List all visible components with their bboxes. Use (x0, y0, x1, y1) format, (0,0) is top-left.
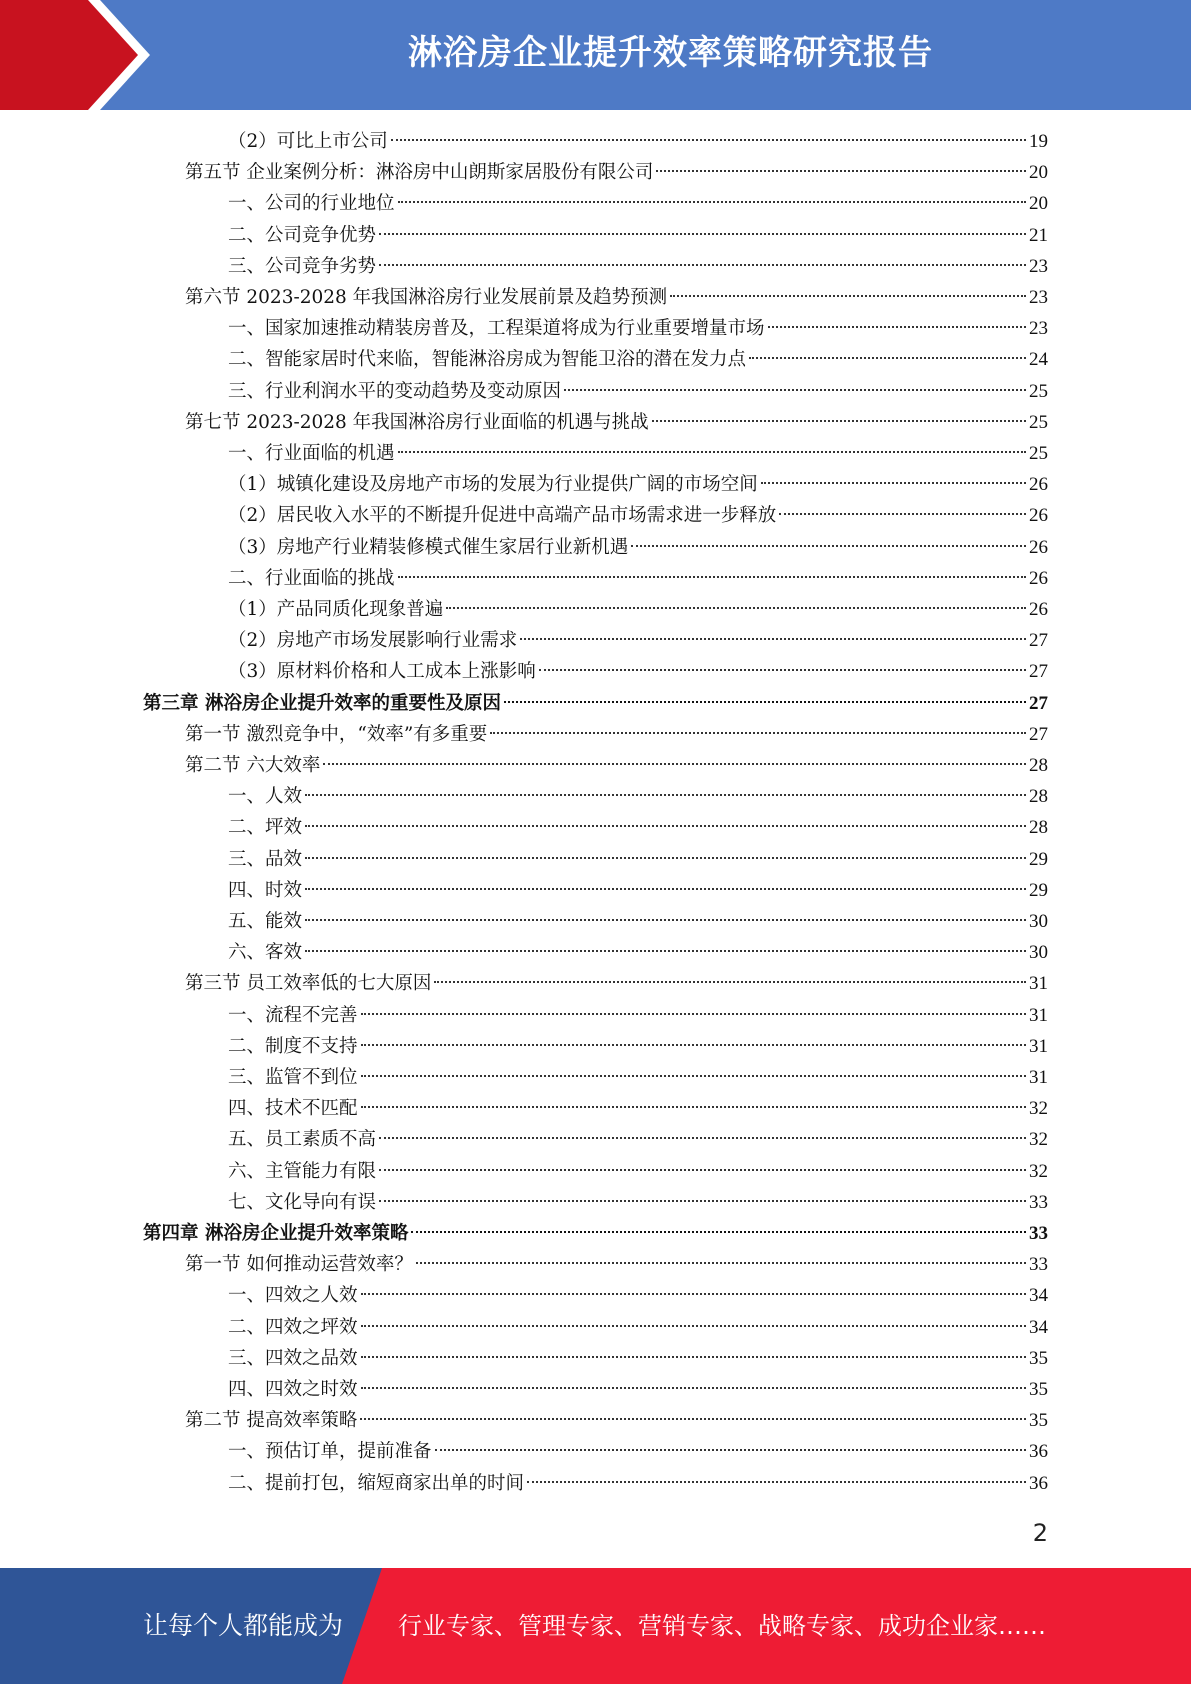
toc-entry-title: 第二节 六大效率 (185, 755, 321, 776)
toc-entry-title: 四、技术不匹配 (228, 1098, 358, 1120)
toc-leader-dots (631, 545, 1026, 547)
toc-entry-page: 27 (1029, 630, 1048, 652)
toc-subsection-entry[interactable] (228, 594, 1048, 625)
toc-entry-page: 26 (1029, 599, 1048, 620)
toc-leader-dots (656, 170, 1026, 172)
toc-subsection-entry[interactable] (228, 126, 1048, 157)
toc-subsection-entry[interactable] (228, 1374, 1048, 1405)
toc-entry-title: 四、四效之时效 (228, 1379, 358, 1400)
toc-entry-page: 20 (1029, 162, 1048, 184)
toc-entry-title: 五、能效 (228, 911, 303, 932)
toc-entry-page: 26 (1029, 505, 1048, 527)
toc-entry-title: （3）原材料价格和人工成本上涨影响 (228, 661, 536, 683)
toc-entry-page: 36 (1029, 1472, 1048, 1494)
toc-subsection-entry[interactable] (228, 344, 1048, 375)
toc-leader-dots (379, 233, 1026, 235)
toc-subsection-entry[interactable] (228, 1436, 1048, 1467)
page-footer (0, 1568, 1191, 1684)
toc-leader-dots (305, 794, 1026, 796)
toc-entry-title: 七、文化导向有误 (228, 1191, 377, 1213)
toc-entry-page: 32 (1029, 1160, 1048, 1182)
toc-entry-page: 25 (1029, 380, 1048, 402)
toc-leader-dots (305, 919, 1026, 921)
toc-leader-dots (391, 139, 1026, 141)
toc-leader-dots (527, 1481, 1026, 1483)
toc-subsection-entry[interactable] (228, 188, 1048, 219)
toc-subsection-entry[interactable] (228, 906, 1048, 937)
toc-entry-title: 四、时效 (228, 879, 303, 901)
toc-leader-dots (379, 1200, 1026, 1202)
toc-leader-dots (379, 264, 1026, 266)
toc-entry-page: 25 (1029, 411, 1048, 433)
toc-subsection-entry[interactable] (228, 875, 1048, 906)
report-title: 淋浴房企业提升效率策略研究报告 (408, 33, 933, 73)
toc-leader-dots (761, 482, 1026, 484)
toc-subsection-entry[interactable] (228, 781, 1048, 812)
toc-subsection-entry[interactable] (228, 376, 1048, 407)
toc-entry-title: （2）居民收入水平的不断提升促进中高端产品市场需求进一步释放 (228, 505, 777, 527)
toc-leader-dots (305, 825, 1026, 827)
toc-entry-title: （3）房地产行业精装修模式催生家居行业新机遇 (228, 536, 629, 558)
toc-entry-page: 23 (1029, 287, 1048, 308)
toc-leader-dots (305, 950, 1026, 952)
toc-entry-title: 三、四效之品效 (228, 1347, 358, 1369)
toc-leader-dots (361, 1293, 1026, 1295)
toc-entry-title: 二、提前打包，缩短商家出单的时间 (228, 1472, 525, 1494)
toc-entry-title: 二、四效之坪效 (228, 1316, 358, 1338)
toc-entry-page: 30 (1029, 942, 1048, 964)
toc-entry-page: 32 (1029, 1098, 1048, 1120)
toc-entry-page: 27 (1029, 692, 1048, 714)
toc-subsection-entry[interactable] (228, 1312, 1048, 1343)
toc-subsection-entry[interactable] (228, 251, 1048, 282)
toc-subsection-entry[interactable] (228, 563, 1048, 594)
toc-entry-page: 26 (1029, 536, 1048, 558)
toc-leader-dots (361, 1356, 1026, 1358)
toc-section-entry[interactable] (185, 750, 1048, 781)
toc-leader-dots (779, 513, 1026, 515)
toc-leader-dots (305, 888, 1026, 890)
toc-section-entry[interactable] (185, 157, 1048, 188)
toc-entry-title: 第三章 淋浴房企业提升效率的重要性及原因 (143, 692, 501, 714)
toc-subsection-entry[interactable] (228, 500, 1048, 531)
toc-subsection-entry[interactable] (228, 1156, 1048, 1187)
toc-entry-page: 26 (1029, 567, 1048, 589)
toc-entry-title: 一、国家加速推动精装房普及，工程渠道将成为行业重要增量市场 (228, 318, 765, 340)
toc-subsection-entry[interactable] (228, 438, 1048, 469)
toc-entry-title: 一、行业面临的机遇 (228, 443, 395, 464)
toc-entry-title: 第六节 2023-2028 年我国淋浴房行业发展前景及趋势预测 (185, 287, 668, 308)
toc-entry-page: 19 (1029, 131, 1048, 152)
toc-leader-dots (361, 1044, 1026, 1046)
toc-chapter-entry[interactable] (143, 688, 1048, 719)
toc-entry-page: 28 (1029, 786, 1048, 808)
toc-subsection-entry[interactable] (228, 220, 1048, 251)
toc-entry-title: 二、行业面临的挑战 (228, 567, 395, 589)
toc-entry-page: 23 (1029, 255, 1048, 277)
toc-entry-page: 23 (1029, 318, 1048, 340)
toc-leader-dots (398, 201, 1026, 203)
toc-entry-page: 25 (1029, 443, 1048, 464)
toc-leader-dots (379, 1169, 1026, 1171)
chevron-arrow-icon (0, 0, 160, 110)
toc-leader-dots (379, 1137, 1026, 1139)
toc-entry-page: 26 (1029, 474, 1048, 496)
toc-leader-dots (361, 1106, 1026, 1108)
toc-entry-page: 35 (1029, 1347, 1048, 1369)
toc-leader-dots (360, 1418, 1026, 1420)
toc-entry-title: 六、客效 (228, 942, 303, 964)
toc-entry-title: 五、员工素质不高 (228, 1129, 377, 1151)
toc-leader-dots (520, 638, 1026, 640)
page-number: 2 (1032, 1519, 1048, 1547)
toc-leader-dots (768, 326, 1026, 328)
toc-entry-title: 二、公司竞争优势 (228, 224, 377, 246)
toc-entry-title: 第五节 企业案例分析：淋浴房中山朗斯家居股份有限公司 (185, 162, 654, 184)
toc-leader-dots (446, 607, 1026, 609)
toc-entry-title: 第一节 如何推动运营效率？ (185, 1254, 413, 1276)
toc-subsection-entry[interactable] (228, 1124, 1048, 1155)
toc-subsection-entry[interactable] (228, 1000, 1048, 1031)
toc-entry-page: 28 (1029, 817, 1048, 839)
toc-entry-page: 31 (1029, 1067, 1048, 1088)
toc-leader-dots (504, 701, 1026, 703)
toc-entry-title: 三、品效 (228, 848, 303, 870)
toc-entry-title: 一、人效 (228, 786, 303, 808)
toc-subsection-entry[interactable] (228, 1280, 1048, 1311)
toc-subsection-entry[interactable] (228, 1343, 1048, 1374)
toc-entry-page: 28 (1029, 755, 1048, 776)
toc-subsection-entry[interactable] (228, 1187, 1048, 1218)
toc-entry-title: 第四章 淋浴房企业提升效率策略 (143, 1223, 409, 1244)
toc-entry-title: 第二节 提高效率策略 (185, 1410, 358, 1432)
toc-entry-page: 33 (1029, 1254, 1048, 1276)
toc-section-entry[interactable] (185, 1249, 1048, 1280)
toc-entry-title: （1）产品同质化现象普遍 (228, 599, 444, 620)
toc-entry-title: 二、坪效 (228, 817, 303, 839)
toc-entry-page: 34 (1029, 1316, 1048, 1338)
toc-leader-dots (539, 669, 1026, 671)
toc-section-entry[interactable] (185, 719, 1048, 750)
toc-section-entry[interactable] (185, 968, 1048, 999)
toc-leader-dots (361, 1013, 1026, 1015)
toc-leader-dots (670, 295, 1026, 297)
toc-entry-page: 31 (1029, 1035, 1048, 1057)
toc-entry-page: 24 (1029, 349, 1048, 371)
toc-entry-page: 27 (1029, 661, 1048, 683)
toc-entry-page: 31 (1029, 973, 1048, 995)
toc-leader-dots (361, 1325, 1026, 1327)
footer-slogan-right: 行业专家、管理专家、营销专家、战略专家、成功企业家…… (398, 1612, 1046, 1640)
toc-subsection-entry[interactable] (228, 532, 1048, 563)
toc-leader-dots (361, 1075, 1026, 1077)
toc-entry-title: （2）可比上市公司 (228, 131, 388, 152)
toc-leader-dots (398, 576, 1026, 578)
toc-leader-dots (323, 763, 1026, 765)
toc-entry-title: 三、行业利润水平的变动趋势及变动原因 (228, 380, 562, 402)
toc-entry-page: 35 (1029, 1410, 1048, 1432)
toc-entry-page: 36 (1029, 1441, 1048, 1463)
toc-entry-page: 30 (1029, 911, 1048, 932)
toc-leader-dots (652, 420, 1026, 422)
page-header (0, 0, 1191, 110)
toc-subsection-entry[interactable] (228, 1062, 1048, 1093)
toc-entry-title: 一、预估订单，提前准备 (228, 1441, 432, 1463)
toc-leader-dots (490, 732, 1026, 734)
toc-entry-page: 34 (1029, 1285, 1048, 1307)
toc-entry-page: 21 (1029, 224, 1048, 246)
toc-subsection-entry[interactable] (228, 1468, 1048, 1499)
toc-entry-title: 六、主管能力有限 (228, 1160, 377, 1182)
toc-entry-page: 35 (1029, 1379, 1048, 1400)
toc-subsection-entry[interactable] (228, 656, 1048, 687)
toc-leader-dots (434, 981, 1026, 983)
toc-entry-page: 32 (1029, 1129, 1048, 1151)
toc-subsection-entry[interactable] (228, 844, 1048, 875)
toc-entry-page: 20 (1029, 193, 1048, 215)
toc-entry-title: 第三节 员工效率低的七大原因 (185, 973, 432, 995)
toc-chapter-entry[interactable] (143, 1218, 1048, 1249)
toc-leader-dots (398, 451, 1026, 453)
toc-entry-title: 三、监管不到位 (228, 1067, 358, 1088)
toc-entry-title: （1）城镇化建设及房地产市场的发展为行业提供广阔的市场空间 (228, 474, 758, 496)
toc-entry-title: 一、公司的行业地位 (228, 193, 395, 215)
toc-entry-page: 33 (1029, 1191, 1048, 1213)
toc-leader-dots (411, 1231, 1026, 1233)
toc-entry-page: 33 (1029, 1223, 1048, 1244)
toc-subsection-entry[interactable] (228, 313, 1048, 344)
toc-entry-page: 27 (1029, 723, 1048, 745)
toc-leader-dots (305, 857, 1026, 859)
footer-slogan-left: 让每个人都能成为 (143, 1611, 344, 1640)
toc-section-entry[interactable] (185, 1405, 1048, 1436)
toc-entry-page: 29 (1029, 848, 1048, 870)
toc-subsection-entry[interactable] (228, 625, 1048, 656)
toc-section-entry[interactable] (185, 282, 1048, 313)
toc-subsection-entry[interactable] (228, 1031, 1048, 1062)
toc-entry-page: 29 (1029, 879, 1048, 901)
toc-entry-title: 二、制度不支持 (228, 1035, 358, 1057)
toc-entry-title: 第七节 2023-2028 年我国淋浴房行业面临的机遇与挑战 (185, 411, 649, 433)
toc-leader-dots (435, 1449, 1026, 1451)
toc-leader-dots (361, 1387, 1026, 1389)
toc-leader-dots (749, 357, 1026, 359)
toc-section-entry[interactable] (185, 407, 1048, 438)
toc-entry-title: （2）房地产市场发展影响行业需求 (228, 630, 518, 652)
toc-leader-dots (564, 389, 1026, 391)
toc-entry-title: 二、智能家居时代来临，智能淋浴房成为智能卫浴的潜在发力点 (228, 349, 747, 371)
toc-entry-title: 一、四效之人效 (228, 1285, 358, 1307)
toc-entry-title: 三、公司竞争劣势 (228, 255, 377, 277)
toc-subsection-entry[interactable] (228, 1093, 1048, 1124)
toc-entry-title: 一、流程不完善 (228, 1004, 358, 1026)
toc-entry-title: 第一节 激烈竞争中，“效率”有多重要 (185, 723, 488, 745)
toc-subsection-entry[interactable] (228, 937, 1048, 968)
toc-subsection-entry[interactable] (228, 469, 1048, 500)
toc-leader-dots (416, 1262, 1026, 1264)
toc-entry-page: 31 (1029, 1004, 1048, 1026)
toc-subsection-entry[interactable] (228, 812, 1048, 843)
